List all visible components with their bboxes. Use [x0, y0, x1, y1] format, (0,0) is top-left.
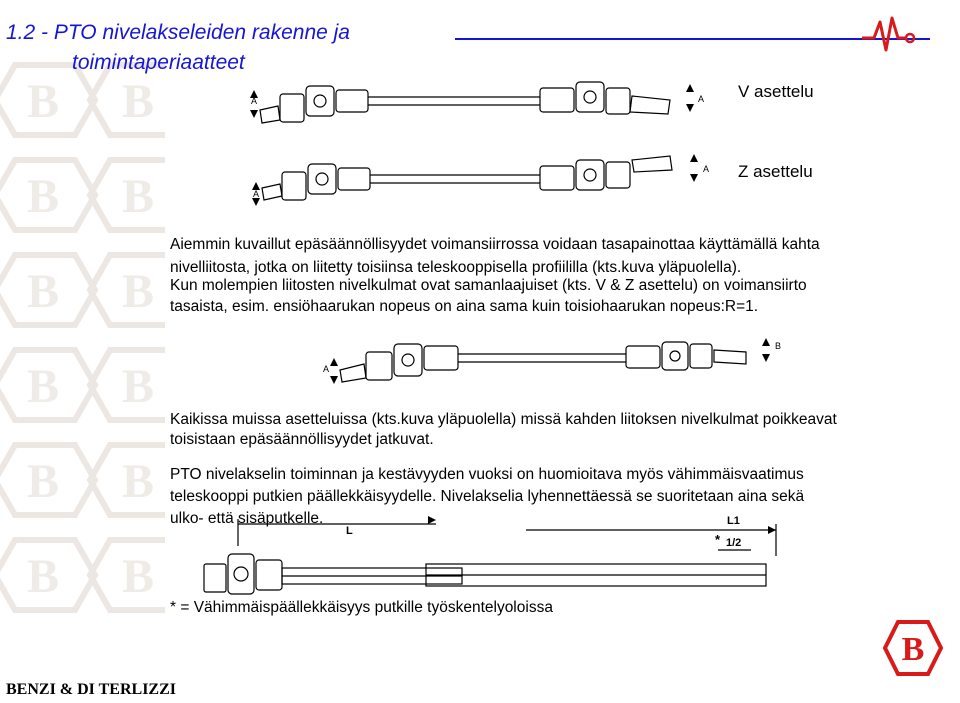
svg-text:B: B	[122, 360, 155, 413]
svg-text:B: B	[27, 360, 60, 413]
paragraph-2-line-1: Kaikissa muissa asetteluissa (kts.kuva yläpuolella) missä kahden liitoksen nivelkulmat poikkeavat	[170, 411, 837, 428]
paragraph-1-line-4: tasaista, esim. ensiöhaarukan nopeus on aina sama kuin toisiohaarukan nopeus:R=1.	[170, 298, 759, 315]
paragraph-3-line-2: teleskooppi putkien päällekkäisyydelle. Nivelakselia lyhennettäessä se suoritetaan aina sekä	[170, 488, 805, 505]
footnote: * = Vähimmäispäällekkäisyys putkille työskentelyoloissa	[170, 599, 553, 616]
z-layout-label: Z asettelu	[738, 162, 813, 181]
ab-mark-a: A	[323, 364, 330, 374]
footer-brand: BENZI & DI TERLIZZI	[6, 681, 176, 698]
paragraph-3-line-1: PTO nivelakselin toiminnan ja kestävyyden vuoksi on huomioitava myös vähimmäisvaatimus	[170, 466, 804, 483]
z-mark-a-right: A	[703, 164, 710, 174]
svg-text:B: B	[122, 75, 155, 128]
paragraph-2-line-2: toisistaan epäsäännöllisyydet jatkuvat.	[170, 431, 434, 448]
svg-text:B: B	[122, 455, 155, 508]
svg-text:B: B	[27, 265, 60, 318]
half-mark-label: 1/2	[726, 537, 742, 549]
z-layout-drawing	[250, 148, 720, 218]
v-mark-a-right: A	[698, 94, 705, 104]
pulse-icon	[862, 14, 922, 54]
svg-text:B: B	[122, 265, 155, 318]
svg-text:B: B	[27, 550, 60, 603]
z-mark-a-left: A	[253, 189, 260, 199]
asterisk-mark: *	[715, 532, 721, 547]
v-layout-label: V asettelu	[738, 82, 814, 101]
v-mark-a-left: A	[251, 96, 258, 106]
svg-text:B: B	[27, 455, 60, 508]
length-l-label: L	[346, 525, 353, 537]
svg-text:B: B	[27, 75, 60, 128]
ab-mark-b: B	[775, 341, 782, 351]
page-title-line-1: 1.2 - PTO nivelakseleiden rakenne ja	[6, 21, 350, 44]
svg-text:B: B	[122, 550, 155, 603]
paragraph-3-line-3: ulko- että sisäputkelle.	[170, 510, 324, 527]
length-l1-label: L1	[727, 515, 740, 527]
logo-letter: B	[901, 631, 925, 668]
paragraph-1-line-2: nivelliitosta, jotka on liitetty toisiinsa teleskooppisella profiililla (kts.kuva yläpuolella).	[170, 259, 742, 276]
watermark-pattern	[0, 60, 165, 660]
paragraph-1-line-3: Kun molempien liitosten nivelkulmat ovat samanlaajuiset (kts. V & Z asettelu) on voimansiirto	[170, 277, 807, 294]
v-layout-drawing	[250, 68, 720, 138]
page-title-line-2: toimintaperiaatteet	[72, 51, 245, 74]
paragraph-1-line-1: Aiemmin kuvaillut epäsäännöllisyydet voimansiirrossa voidaan tasapainottaa käyttämällä kahta	[170, 236, 820, 253]
svg-text:B: B	[122, 170, 155, 223]
title-rule	[455, 38, 930, 40]
svg-text:B: B	[27, 170, 60, 223]
company-logo	[883, 620, 943, 676]
ab-layout-drawing	[326, 330, 786, 390]
